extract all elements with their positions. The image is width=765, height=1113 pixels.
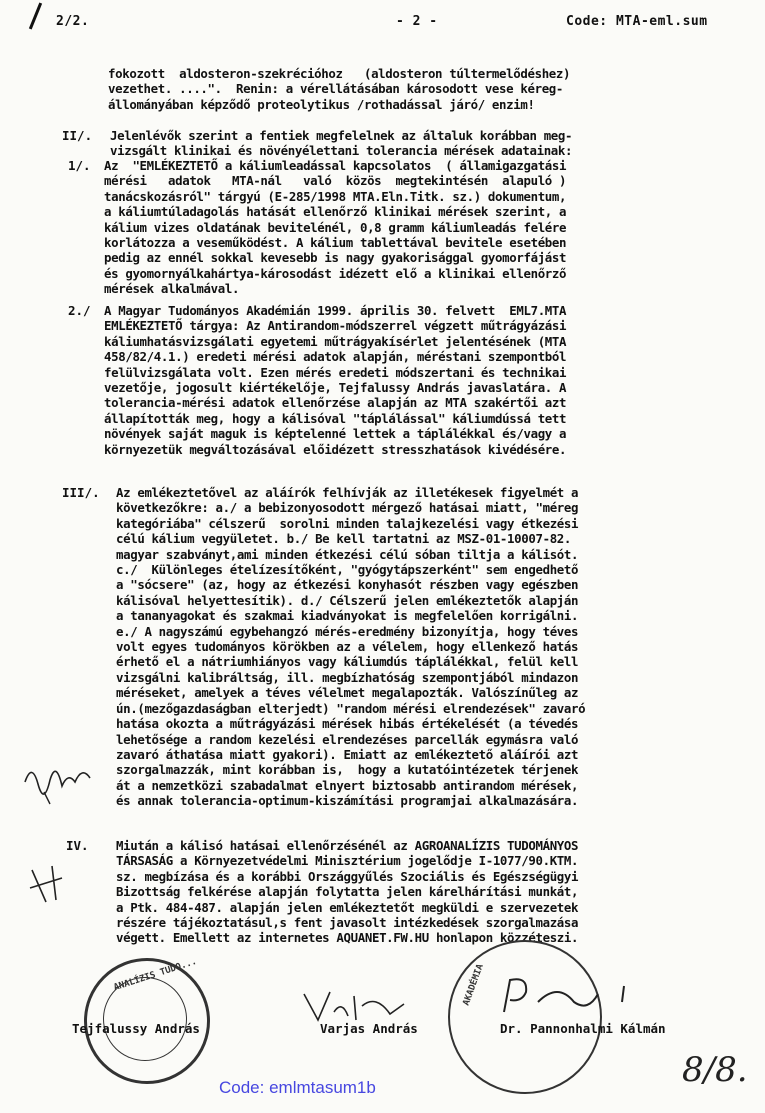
section-marker-III: III/. [62,485,100,500]
signature-varjas [300,986,410,1026]
section-IV-text: Miután a kálisó hatásai ellenőrzésénél az AGROANALÍZIS TUDOMÁNYOS TÁRSASÁG a Környezetvédelmi Minisztérium jogelődje I-1077/90.KTM. sz. megbízása és a korábbi Országgyűlés Szociális és Egészségügyi Bizottság felkérése alapján folytatta jelen kárelhárítási munkát, a Ptk. 484-487. alapján jelen emlékeztetőt megküldi e szervezetek részére tájékoztatásul,s fent javasolt intézkedések szorgalmazása végett. Emellett az internetes AQUANET.FW.HU honlapon közzéteszi. [116,838,579,946]
page-count: 8/8. [682,1050,748,1090]
item-2-text: A Magyar Tudományos Akadémián 1999. április 30. felvett EML7.MTA EMLÉKEZTETŐ tárgya: Az Antirandom-módszerrel végzett műtrágyázási káliumhatásvizsgálati egyetemi műtrágyakísérlet jelentésének (MTA 458/82/4.1.) eredeti mérési adatok alapján, méréstani szempontból felülvizsgálata volt. Ezen mérés eredeti módszertani és technikai vezetője, jogosult kiértékelője, Tejfalussy András javaslatára. A tolerancia-mérési adatok ellenőrzése alapján az MTA szakértői azt állapították meg, hogy a kálisóval "táplálással" káliumdússá tett növények saját maguk is képtelenné lettek a táplálékkal és/vagy a környezetük megváltozásával előidézett stresszhatások kivédésére. [104,303,567,457]
margin-mark [22,860,72,910]
signatory-1: Tejfalussy András [72,1021,200,1036]
section-III-text: Az emlékeztetővel az aláírók felhívják az illetékesek figyelmét a következőkre: a./ a bebizonyosodott mérgező hatásai miatt, "méreg kategóriába" célszerű sorolni minden talajkezelési vagy étkezési célú kálium vegyületet. b./ Be kell tartatni az MSZ-01-10007-82. magyar szabványt,ami minden étkezési célú sóban tiltja a kálisót. c./ Különleges ételízesítőként, "gyógytápszerként" sem engedhető a "sócsere" (az, hogy az étkezési konyhasót részben vagy egészben kálisóval helyettesítik). d./ Célszerű jelen emlékeztetők alapján a tananyagokat és szakmai kiadványokat is megfelelően korrigálni. e./ A nagyszámú egybehangzó mérés-eredmény bizonyítja, hogy téves volt egyes tudományos körökben az a vélelem, hogy ellenkező hatás érhető el a nátriumhiányos vagy káliumdús táplálékkal, felül kell vizsgálni kalibráltság, ill. megbízhatóság szempontjából mindazon méréseket, amelyek a téves vélelmet megalapozták. Valószínűleg az ún.(mezőgazdaságban elterjedt) "random mérési elrendezések" zavaró hatása okozta a műtrágyázási mérések hibás értékelését (a tévedés lehetősége a random kezelési elrendezéses parcellák egymásra való zavaró áthatása miatt gyakori). Emiatt az emlékeztető aláírói azt szorgalmazzák, mint korábban is, hogy a kutatóintézetek térjenek át a nemzetközi szabadalmat elnyert biztosabb antirandom mérések, és annak tolerancia-optimum-kiszámítási programjai alkalmazására. [116,485,586,809]
section-II-text: Jelenlévők szerint a fentiek megfelelnek az általuk korábban meg- vizsgált klinikai és növényélettani tolerancia mérések adatainak: [110,128,573,159]
signature-pannonhalmi [498,972,658,1022]
stamp-text-right: AKADÉMIA [461,962,486,1008]
item-marker-2: 2./ [68,303,91,318]
document-code: Code: MTA-eml.sum [566,14,708,29]
margin-signature-scribble [20,752,100,812]
intro-paragraph: fokozott aldosteron-szekrécióhoz (aldosteron túltermelődéshez) vezethet. ....". Renin: a vérellátásában károsodott vese kéreg- állományában képződő proteolytikus /rothadással járó/ enzim! [108,66,571,112]
section-marker-II: II/. [62,128,93,143]
item-1-text: Az "EMLÉKEZTETŐ a káliumleadással kapcsolatos ( államigazgatási mérési adatok MTA-nál való közös megtekintésén alapuló ) tanácskozásról" tárgyú (E-285/1998 MTA.Eln.Titk. sz.) dokumentum, a káliumtúladagolás hatását ellenőrző klinikai mérések szerint, a kálium vizes oldatának bevitelénél, 0,8 gramm káliumleadás felére korlátozza a veseműködést. A kálium tablettával bevitele esetében pedig az ennél sokkal kevesebb is nagy gyakorisággal gyomorfájást és gyomornyálkahártya-károsodást idézett elő a klinikai ellenőrző mérések alkalmával. [104,158,567,297]
signatory-3: Dr. Pannonhalmi Kálmán [500,1021,666,1036]
page-number: - 2 - [396,14,438,29]
page-ref: 2/2. [56,14,90,29]
item-marker-1: 1/. [68,158,91,173]
stamp-text-left: ANALÍZIS TUDO... [112,956,199,994]
signatory-2: Varjas András [320,1021,418,1036]
section-marker-IV: IV. [66,838,89,853]
footer-code: Code: emlmtasum1b [219,1078,376,1097]
corner-mark [29,2,42,29]
